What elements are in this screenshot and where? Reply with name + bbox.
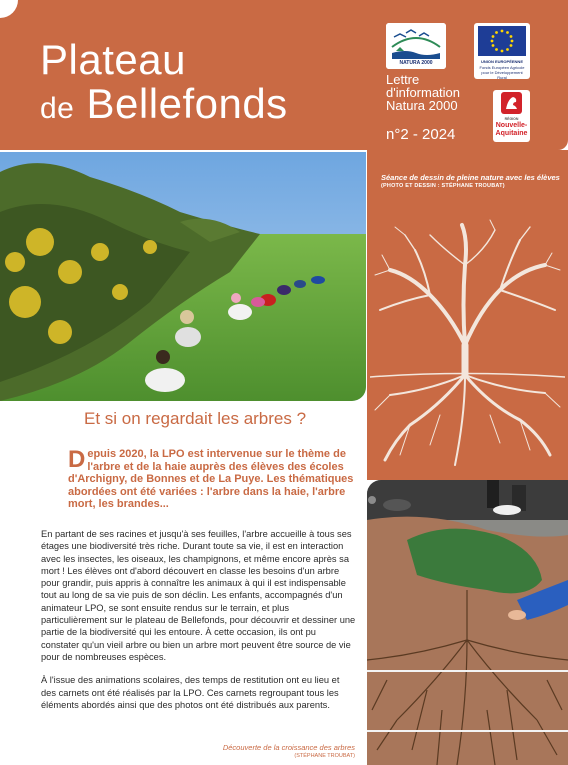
region-label: RÉGION [504, 117, 519, 121]
photo-caption-top [381, 173, 561, 191]
lead-dropcap: D [68, 446, 86, 473]
article-title: Et si on regardait les arbres ? [84, 409, 307, 428]
natura2000-text: NATURA 2000 [399, 60, 433, 66]
region-name-2: Aquitaine [495, 130, 528, 137]
issue-number: n°2 - 2024 [386, 126, 456, 143]
hedge-drawing-photo [0, 152, 366, 401]
tree-growth-photo [367, 480, 568, 765]
eu-logo [474, 23, 530, 79]
bottom-caption-text: Découverte de la croissance des arbres [222, 743, 355, 752]
hedge-photo-image [0, 152, 366, 401]
tree-drawing-icon [370, 215, 565, 470]
region-name-1: Nouvelle- [495, 122, 528, 129]
eu-flag-icon [474, 23, 530, 57]
page-title-de: de [40, 92, 75, 125]
region-logo [493, 90, 530, 142]
page-title-bellefonds: Bellefonds [86, 80, 288, 127]
article-paragraph-1: En partant de ses racines et jusqu'à ses feuilles, l'arbre accueille à tous ses étages une biodiversité très riche. Durant toute sa vie, il est en interaction avec les insectes, les oiseaux, les champignons, et même encore après sa mort ! Les élèves ont d'abord découvert en classe les besoins d'un arbre pour grandir, puis appris à connaître les animaux à qui il est indispensable tout au long de sa vie puis de son déclin. Les enfants, accompagnés d'un animateur LPO, se sont ensuite rendus sur le terrain, et plus particulièrement sur le plateau de Bellefonds, pour découvrir et dessiner une partie de la biodiversité qui les entoure. À cette occasion, ils ont pu constater qu'un vieil arbre ou bien un arbre mort peuvent être source de vie pour de nombreuses espèces. [41, 529, 356, 662]
lead-text: epuis 2020, la LPO est intervenue sur le thème de l'arbre et de la haie auprès des élèves des écoles d'Archigny, de Bonnes et de La Puye. Les thématiques abordées ont été variées : l'arbre dans la haie, l'arbre mort, les brandes... [68, 448, 354, 510]
article-paragraph-2: À l'issue des animations scolaires, des temps de restitution ont eu lieu et des carnets ont été réalisés par la LPO. Ces carnets regroupant tous les éléments abordés ainsi que des photos ont été distribués aux parents. [41, 675, 340, 710]
article-body [41, 528, 356, 722]
photo-caption-text: Séance de dessin de pleine nature avec les élèves [381, 173, 560, 182]
eu-subtitle: Fonds Européen Agricole pour le Développement Rural [479, 65, 525, 79]
lion-icon [493, 90, 530, 116]
page-title-line2 [40, 80, 288, 128]
article-lead [68, 448, 356, 511]
page-title-line1: Plateau [40, 36, 186, 83]
tree-growth-image [367, 480, 568, 765]
bottom-caption-credit: (STÉPHANE TROUBAT) [294, 753, 355, 759]
photo-caption-credit: (PHOTO ET DESSIN : STÉPHANE TROUBAT) [381, 183, 505, 189]
newsletter-label: Lettre d'information Natura 2000 [386, 72, 461, 113]
photo-caption-bottom [180, 744, 355, 760]
eu-title: UNION EUROPÉENNE [480, 59, 523, 64]
natura2000-logo [386, 23, 446, 69]
